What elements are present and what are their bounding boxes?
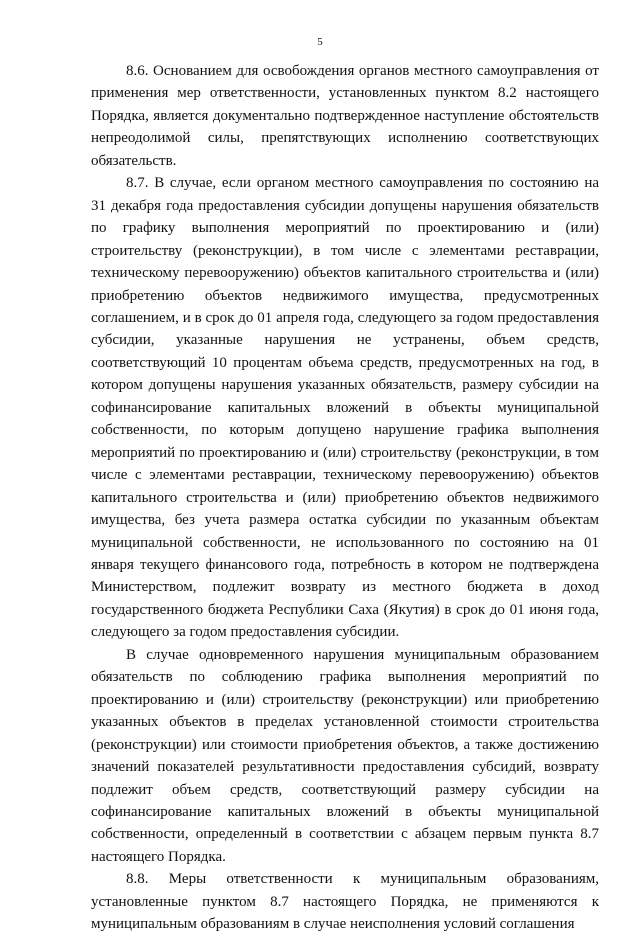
paragraph-8-6: 8.6. Основанием для освобождения органов местного самоуправления от применения мер ответственности, установленных пунктом 8.2 настоящего Порядка, является документально подтвержденное наступление обстоятельств непреодолимой силы, препятствующих исполнению соответствующих обязательств.: [91, 63, 599, 169]
document-body: [91, 60, 599, 936]
paragraph-8-8: 8.8. Меры ответственности к муниципальным образованиям, установленные пунктом 8.7 настоящего Порядка, не применяются к муниципальным образованиям в случае неисполнения условий соглашения: [91, 871, 599, 933]
page-number: 5: [317, 36, 323, 48]
paragraph-8-7-second: В случае одновременного нарушения муниципальным образованием обязательств по соблюдению графика выполнения мероприятий по проектированию и (или) строительству (реконструкции) или приобретению указанных объектов в пределах установленной стоимости строительства (реконструкции) или стоимости приобретения объектов, а также достижению значений показателей результативности предоставления субсидий, возврату подлежит объем средств, соответствующий размеру субсидии на софинансирование капитальных вложений в объекты муниципальной собственности, определенный в соответствии с абзацем первым пункта 8.7 настоящего Порядка.: [91, 646, 599, 865]
paragraph-8-7: 8.7. В случае, если органом местного самоуправления по состоянию на 31 декабря года предоставления субсидии допущены нарушения обязательств по графику выполнения мероприятий по проектированию и (или) строительству (реконструкции), в том числе с элементами реставрации, техническому перевооружению) объектов капитального строительства и (или) приобретению объектов недвижимого имущества, предусмотренных соглашением, и в срок до 01 апреля года, следующего за годом предоставления субсидии, указанные нарушения не устранены, объем средств, соответствующий 10 процентам объема средств, предусмотренных на год, в котором допущены нарушения указанных обязательств, размеру субсидии на софинансирование капитальных вложений в объекты муниципальной собственности, по которым допущено нарушение графика выполнения мероприятий по проектированию и (или) строительству (реконструкции, в том числе с элементами реставрации, техническому перевооружению) объектов капитального строительства и (или) приобретению объектов недвижимого имущества, без учета размера остатка субсидии по указанным объектам муниципальной собственности, не использованного по состоянию на 01 января текущего финансового года, потребность в котором не подтверждена Министерством, подлежит возврату из местного бюджета в доход государственного бюджета Республики Саха (Якутия) в срок до 01 июня года, следующего за годом предоставления субсидии.: [91, 175, 599, 641]
